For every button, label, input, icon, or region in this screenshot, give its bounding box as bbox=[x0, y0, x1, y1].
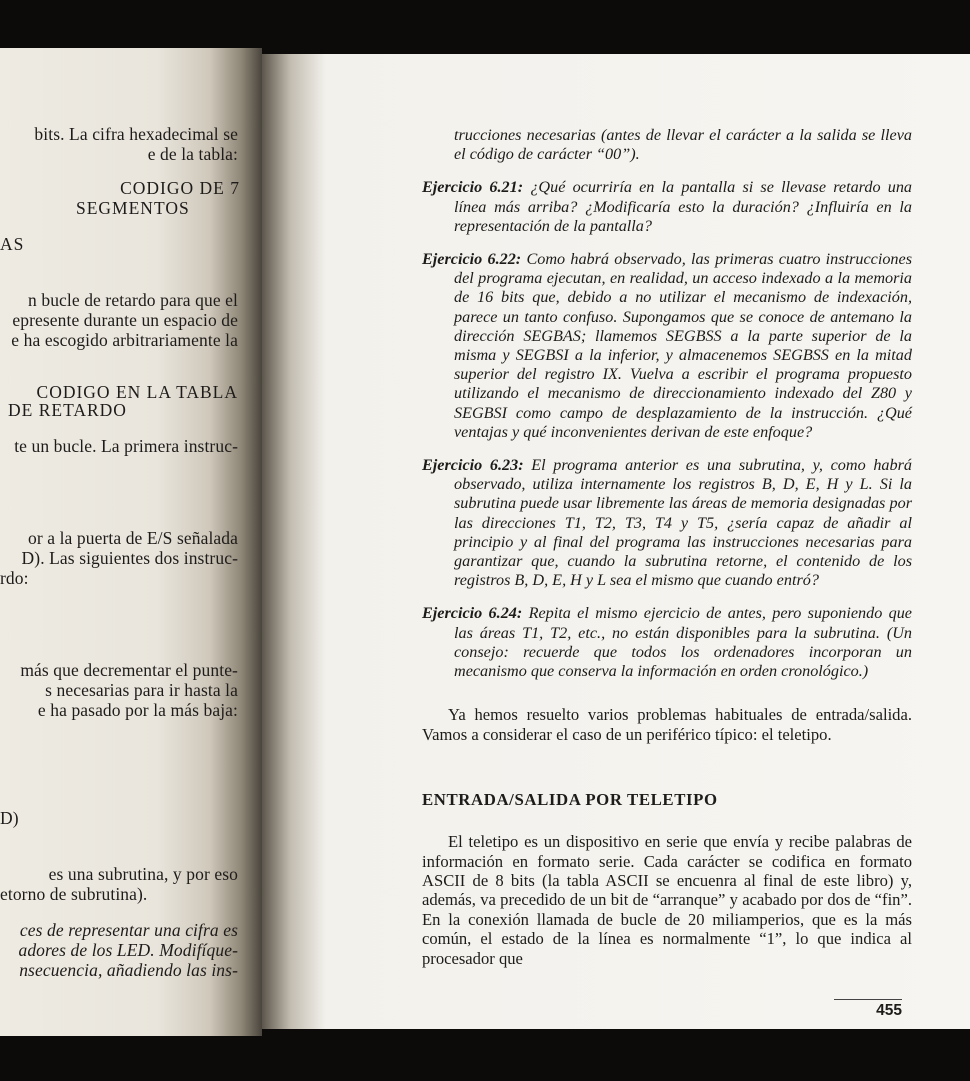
exercise-6-24 bbox=[422, 604, 912, 681]
left-text-line: or a la puerta de E/S señalada bbox=[28, 528, 238, 548]
left-heading-line: CODIGO DE 7 bbox=[120, 178, 240, 198]
left-text-line: nsecuencia, añadiendo las ins- bbox=[19, 960, 238, 980]
left-text-line: s necesarias para ir hasta la bbox=[45, 680, 238, 700]
left-text-line: rdo: bbox=[0, 568, 29, 588]
left-text-line: adores de los LED. Modifíque- bbox=[18, 940, 238, 960]
exercise-label: Ejercicio 6.21: bbox=[422, 178, 524, 197]
exercise-label: Ejercicio 6.23: bbox=[422, 456, 524, 475]
exercise-text: Como habrá observado, las primeras cuatro instrucciones del programa ejecutan, en realidad, un acceso indexado a la memoria de 16 bits que, debido a no utilizar el mecanismo de indexación, parece un tanto confuso. Supongamos que se conoce de antemano la dirección SEGBAS; llamemos SEGBSS a la parte superior de la misma y SEGBSI a la inferior, y almacenemos SEGBSS en la mitad superior del registro IX. Vuelva a escribir el programa propuesto utilizando el mecanismo de direccionamiento indexado del Z80 y SEGBSI como campo de desplazamiento de la instrucción. ¿Qué ventajas y qué inconvenientes derivan de este enfoque? bbox=[454, 250, 912, 441]
left-text-line: ces de representar una cifra es bbox=[19, 920, 238, 940]
left-text-line: e ha escogido arbitrariamente la bbox=[11, 330, 238, 350]
section-title: ENTRADA/SALIDA POR TELETIPO bbox=[422, 790, 718, 810]
exercise-6-23 bbox=[422, 456, 912, 590]
body-paragraph: El teletipo es un dispositivo en serie que envía y recibe palabras de información en formato serie. Cada carácter se codifica en formato ASCII de 8 bits (la tabla ASCII se encuenra al final de este libro) y, además, va precedido de un bit de “arranque” y acabado por dos de “fin”. En la conexión llamada de bucle de 20 miliamperios, que es la más común, el estado de la línea es normalmente “1”, lo que indica al procesador que bbox=[422, 832, 912, 968]
exercise-text: Repita el mismo ejercicio de antes, pero suponiendo que las áreas T1, T2, etc., no están disponibles para la subrutina. (Un consejo: recuerde que todos los ordenadores incorporan un mecanismo que conserva la información en orden cronológico.) bbox=[454, 604, 912, 681]
left-heading-line: SEGMENTOS bbox=[76, 198, 190, 218]
left-text-line: e ha pasado por la más baja: bbox=[37, 700, 238, 720]
right-page bbox=[262, 54, 970, 1029]
left-heading-line: CODIGO EN LA TABLA bbox=[36, 382, 238, 402]
exercise-label: Ejercicio 6.22: bbox=[422, 250, 522, 269]
left-heading-line: DE RETARDO bbox=[8, 400, 127, 420]
left-text-line: n bucle de retardo para que el bbox=[28, 290, 238, 310]
page-number: 455 bbox=[876, 1002, 902, 1019]
exercise-6-21 bbox=[422, 178, 912, 236]
exercise-text: ¿Qué ocurriría en la pantalla si se llevase retardo una línea más arriba? ¿Modificaría esto la duración? ¿Influiría en la representación de la pantalla? bbox=[454, 178, 913, 235]
left-text-line: más que decrementar el punte- bbox=[20, 660, 238, 680]
exercise-continuation: trucciones necesarias (antes de llevar el carácter a la salida se lleva el código de carácter “00”). bbox=[454, 126, 912, 164]
exercise-label: Ejercicio 6.24: bbox=[422, 604, 523, 623]
left-text-line: D). Las siguientes dos instruc- bbox=[21, 548, 238, 568]
left-heading-line: AS bbox=[0, 234, 25, 254]
body-paragraph: Ya hemos resuelto varios problemas habituales de entrada/salida. Vamos a considerar el caso de un periférico típico: el teletipo. bbox=[422, 705, 912, 744]
left-text-line: te un bucle. La primera instruc- bbox=[14, 436, 238, 456]
left-text-line: etorno de subrutina). bbox=[0, 884, 148, 904]
left-page bbox=[0, 48, 262, 1036]
page-number-rule bbox=[834, 999, 902, 1000]
left-text-line: e de la tabla: bbox=[147, 144, 238, 164]
left-text-line: epresente durante un espacio de bbox=[12, 310, 238, 330]
left-text-line: bits. La cifra hexadecimal se bbox=[34, 124, 238, 144]
left-text-line: D) bbox=[0, 808, 19, 828]
exercise-6-22 bbox=[422, 250, 912, 442]
right-page-content bbox=[422, 126, 912, 968]
exercise-text: El programa anterior es una subrutina, y, como habrá observado, utiliza internamente los registros B, D, E, H y L. Si la subrutina puede usar libremente las áreas de memoria designadas por las direcciones T1, T2, T3, T4 y T5, ¿sería capaz de añadir al principio y al final del programa las instrucciones necesarias para garantizar que, cuando la subrutina retorne, el contenido de los registros B, D, E, H y L sea el mismo que cuando entró? bbox=[454, 456, 912, 590]
left-text-line: es una subrutina, y por eso bbox=[48, 864, 238, 884]
